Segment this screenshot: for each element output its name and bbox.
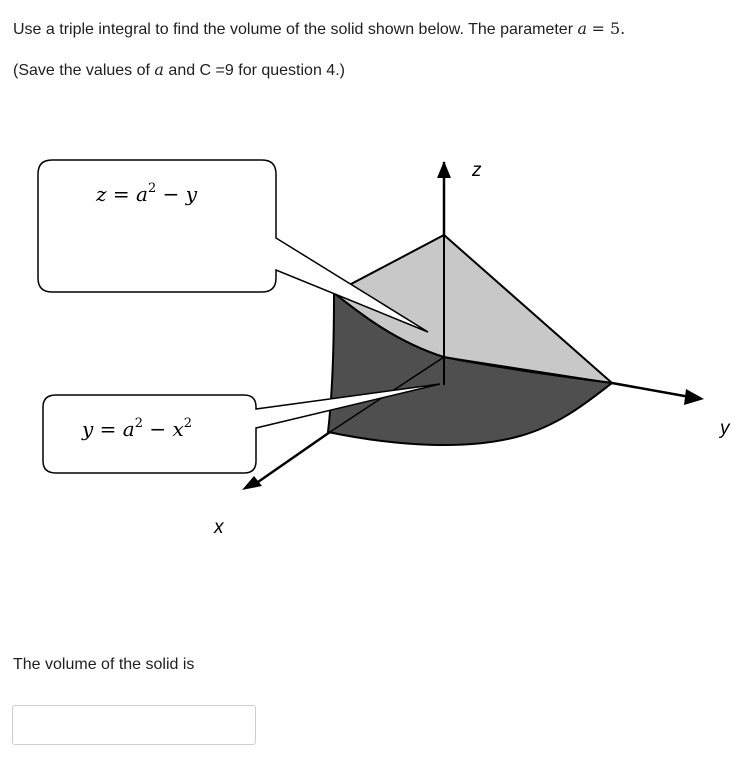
answer-prompt: The volume of the solid is [13,656,195,673]
x-axis [258,432,330,482]
y-axis-label: y [720,418,730,439]
x-axis-arrow-icon [242,476,262,490]
y-axis [612,383,690,397]
z-axis-label: z [472,160,482,181]
volume-answer-input[interactable] [12,705,256,745]
parameter-value: = 5. [591,19,626,38]
parameter-symbol: a [577,19,588,38]
solid-figure [0,140,750,560]
question-sentence: Use a triple integral to find the volume of the solid shown below. The parameter [13,21,578,38]
equation-top-label: $z = a^2 - y$ [96,181,198,206]
y-axis-arrow-icon [684,389,704,405]
save-note-symbol: a [154,60,164,79]
save-note-close: and C =9 for question 4.) [163,62,345,79]
save-note [13,60,345,80]
save-note-open: (Save the values of [13,62,155,79]
question-text [13,19,625,39]
z-axis-arrow-icon [437,161,451,178]
x-axis-label: x [214,517,224,538]
equation-bottom-label: $y = a^2 - x^2$ [82,416,193,441]
